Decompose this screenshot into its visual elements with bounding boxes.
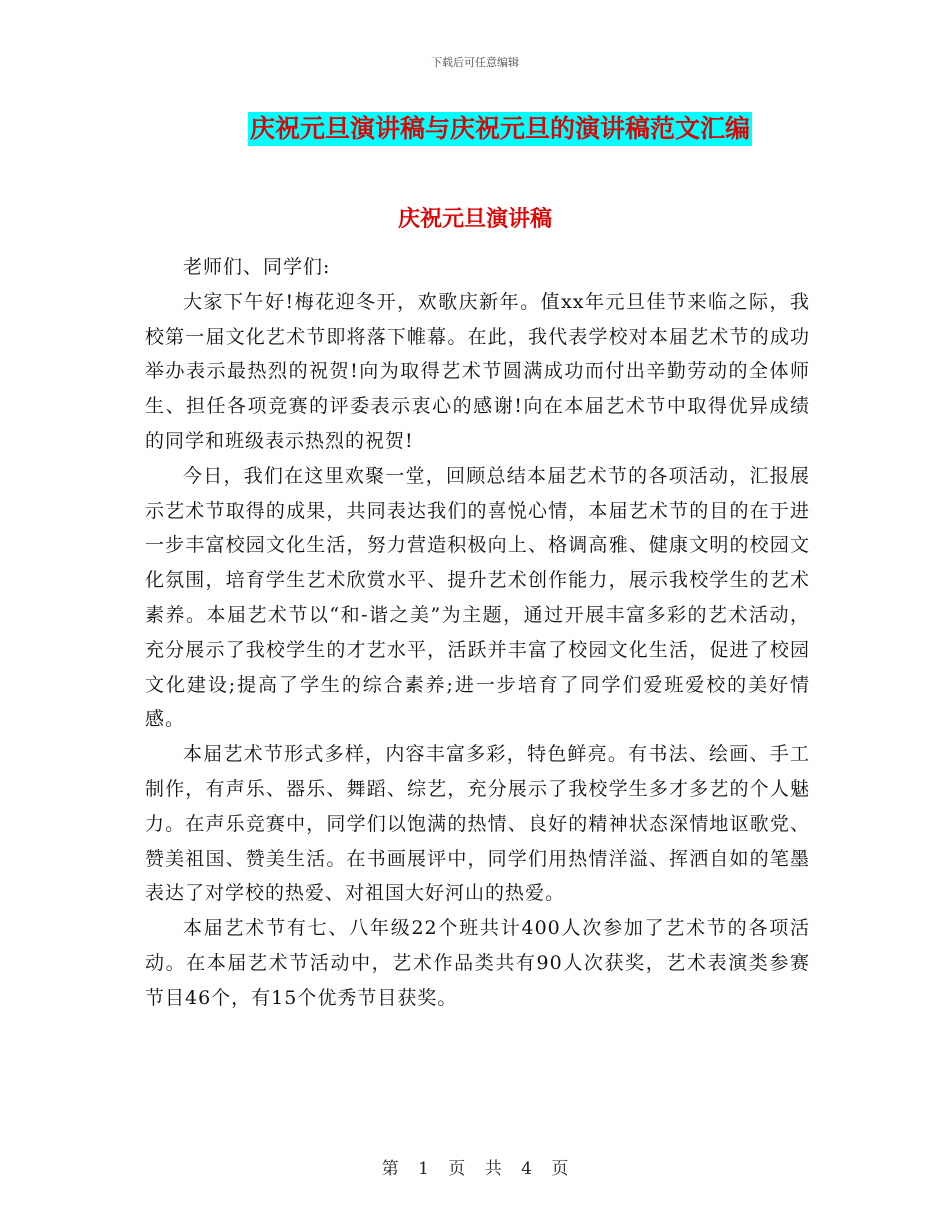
footer-page-word: 页 [448, 1159, 466, 1179]
page-footer [0, 1154, 950, 1179]
main-title: 庆祝元旦演讲稿与庆祝元旦的演讲稿范文汇编 [248, 112, 752, 146]
salutation-paragraph: 老师们、同学们: [183, 256, 331, 278]
body-paragraph: 本届艺术节有七、八年级22个班共计400人次参加了艺术节的各项活动。在本届艺术节活动中，艺术作品类共有90人次获奖，艺术表演类参赛节目46个，有15个优秀节目获奖。 [145, 917, 810, 1009]
footer-current-page: 1 [418, 1159, 429, 1179]
footer-suffix: 页 [551, 1159, 569, 1179]
header-note: 下载后可任意编辑 [431, 56, 519, 69]
body-paragraph: 今日，我们在这里欢聚一堂，回顾总结本届艺术节的各项活动，汇报展示艺术节取得的成果，共同表达我们的喜悦心情，本届艺术节的目的在于进一步丰富校园文化生活，努力营造积极向上、格调高雅、健康文明的校园文化氛围，培育学生艺术欣赏水平、提升艺术创作能力，展示我校学生的艺术素养。本届艺术节以“和-谐之美”为主题，通过开展丰富多彩的艺术活动，充分展示了我校学生的才艺水平，活跃并丰富了校园文化生活，促进了校园文化建设;提高了学生的综合素养;进一步培育了同学们爱班爱校的美好情感。 [145, 464, 810, 731]
body-paragraph: 本届艺术节形式多样，内容丰富多彩，特色鲜亮。有书法、绘画、手工制作，有声乐、器乐、舞蹈、综艺，充分展示了我校学生多才多艺的个人魅力。在声乐竞赛中，同学们以饱满的热情、良好的精神状态深情地讴歌党、赞美祖国、赞美生活。在书画展评中，同学们用热情洋溢、挥洒自如的笔墨表达了对学校的热爱、对祖国大好河山的热爱。 [145, 743, 810, 905]
footer-prefix: 第 [381, 1159, 399, 1179]
document-body [145, 250, 810, 1016]
footer-total-pages: 4 [521, 1159, 532, 1179]
body-paragraph: 大家下午好!梅花迎冬开，欢歌庆新年。值xx年元旦佳节来临之际，我校第一届文化艺术节即将落下帷幕。在此，我代表学校对本届艺术节的成功举办表示最热烈的祝贺!向为取得艺术节圆满成功而付出辛勤劳动的全体师生、担任各项竞赛的评委表示衷心的感谢!向在本届艺术节中取得优异成绩的同学和班级表示热烈的祝贺! [145, 290, 810, 452]
main-title-container [0, 112, 950, 146]
section-title: 庆祝元旦演讲稿 [397, 206, 552, 232]
footer-total-prefix: 共 [484, 1159, 502, 1179]
